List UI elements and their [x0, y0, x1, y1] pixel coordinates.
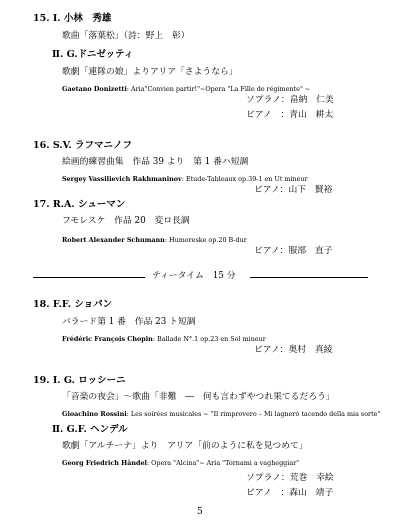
item15-en-composer: Gaetano Donizetti [62, 85, 127, 93]
page-number: 5 [197, 507, 203, 517]
item19-en2-work: : Opera "Alcina"~ Aria "Tornami a vagheggiar" [146, 459, 300, 467]
item18-performer [254, 346, 332, 355]
item18-en-composer: Frédéric François Chopin [62, 335, 153, 343]
item16-work: 絵画的練習曲集 作品 39 より 第 1 番ハ短調 [62, 157, 249, 167]
intermission-rule-right [250, 277, 368, 278]
role: ピアノ ： [246, 110, 290, 120]
role: ピアノ： [254, 185, 289, 195]
item15-performer-1 [246, 96, 334, 105]
role: ピアノ ： [246, 488, 290, 498]
item19-english-title-1 [62, 411, 380, 417]
item16-en-composer: Sergey Vassilievich Rakhmaninov [62, 175, 182, 183]
item15-sub2: Ⅱ. G.ドニゼッティ [52, 49, 134, 60]
role: ピアノ： [254, 246, 289, 256]
item19-en2-composer: Georg Friedrich Händel [62, 459, 147, 467]
item19-en1-composer: Gioachino Rossini [62, 410, 127, 418]
role: ピアノ： [254, 345, 289, 355]
intermission-label: ティータイム 15 分 [152, 271, 236, 281]
item15-work2: 歌劇「連隊の娘」よりアリア「さようなら」 [62, 67, 238, 77]
item16-performer [254, 186, 332, 195]
performer-name: 山下 賢裕 [288, 185, 333, 195]
item15-english-title [62, 86, 310, 92]
item18-english-title [62, 336, 266, 342]
performer-name: 青山 耕太 [289, 110, 334, 120]
performer-name: 森山 靖子 [289, 488, 334, 498]
performer-name: 荒巻 幸絵 [289, 473, 334, 483]
item19-performer-1 [246, 474, 334, 483]
item19-performer-2 [246, 489, 333, 498]
item17-english-title [62, 237, 247, 243]
item16-en-work: : Etude-Tableaux op.39-1 en Ut mineur [181, 175, 308, 183]
item19-header: 19. Ⅰ. G. ロッシーニ [33, 375, 126, 386]
item15-header: 15. Ⅰ. 小林 秀雄 [33, 13, 112, 24]
item16-header: 16. S.V. ラフマニノフ [33, 140, 132, 151]
item19-en1-work: : Les soirées musicales ~ "Il rimprovero – Mi lagnerò tacendo della mia sorte" [126, 410, 381, 418]
item17-en-composer: Robert Alexander Schumann [62, 236, 165, 244]
item18-work: バラード第 1 番 作品 23 ト短調 [62, 317, 196, 327]
item16-english-title [62, 176, 308, 182]
performer-name: 畠納 仁美 [289, 95, 334, 105]
item18-en-work: : Ballade N°.1 op.23 en Sol mineur [152, 335, 266, 343]
item15-en-work: : Aria"Convien partir!"~Opera "La Fille de régimente" ~ [126, 85, 311, 93]
item19-sub2: Ⅱ. G.F. ヘンデル [52, 424, 128, 435]
item15-performer-2 [246, 111, 333, 120]
performer-name: 服部 直子 [288, 246, 333, 256]
item19-work2: 歌劇「アルチーナ」より アリア「前のように私を見つめて」 [62, 441, 308, 451]
item15-work1: 歌曲「落葉松」（詩：野上 彰） [62, 31, 190, 41]
item17-performer [254, 247, 332, 256]
item18-header: 18. F.F. ショパン [33, 299, 113, 310]
item17-en-work: : Humoreske op.20 B-dur [164, 236, 247, 244]
role: ソプラノ： [246, 473, 290, 483]
item19-work1: 「音楽の夜会」～歌曲「非難 ― 何も言わずやつれ果てるだろう」 [62, 392, 335, 402]
item17-header: 17. R.A. シューマン [33, 199, 126, 210]
performer-name: 奥村 真綾 [288, 345, 333, 355]
item19-english-title-2 [62, 460, 299, 466]
role: ソプラノ： [246, 95, 290, 105]
intermission-rule-left [33, 277, 145, 278]
item17-work: フモレスケ 作品 20 変ロ長調 [62, 216, 190, 226]
